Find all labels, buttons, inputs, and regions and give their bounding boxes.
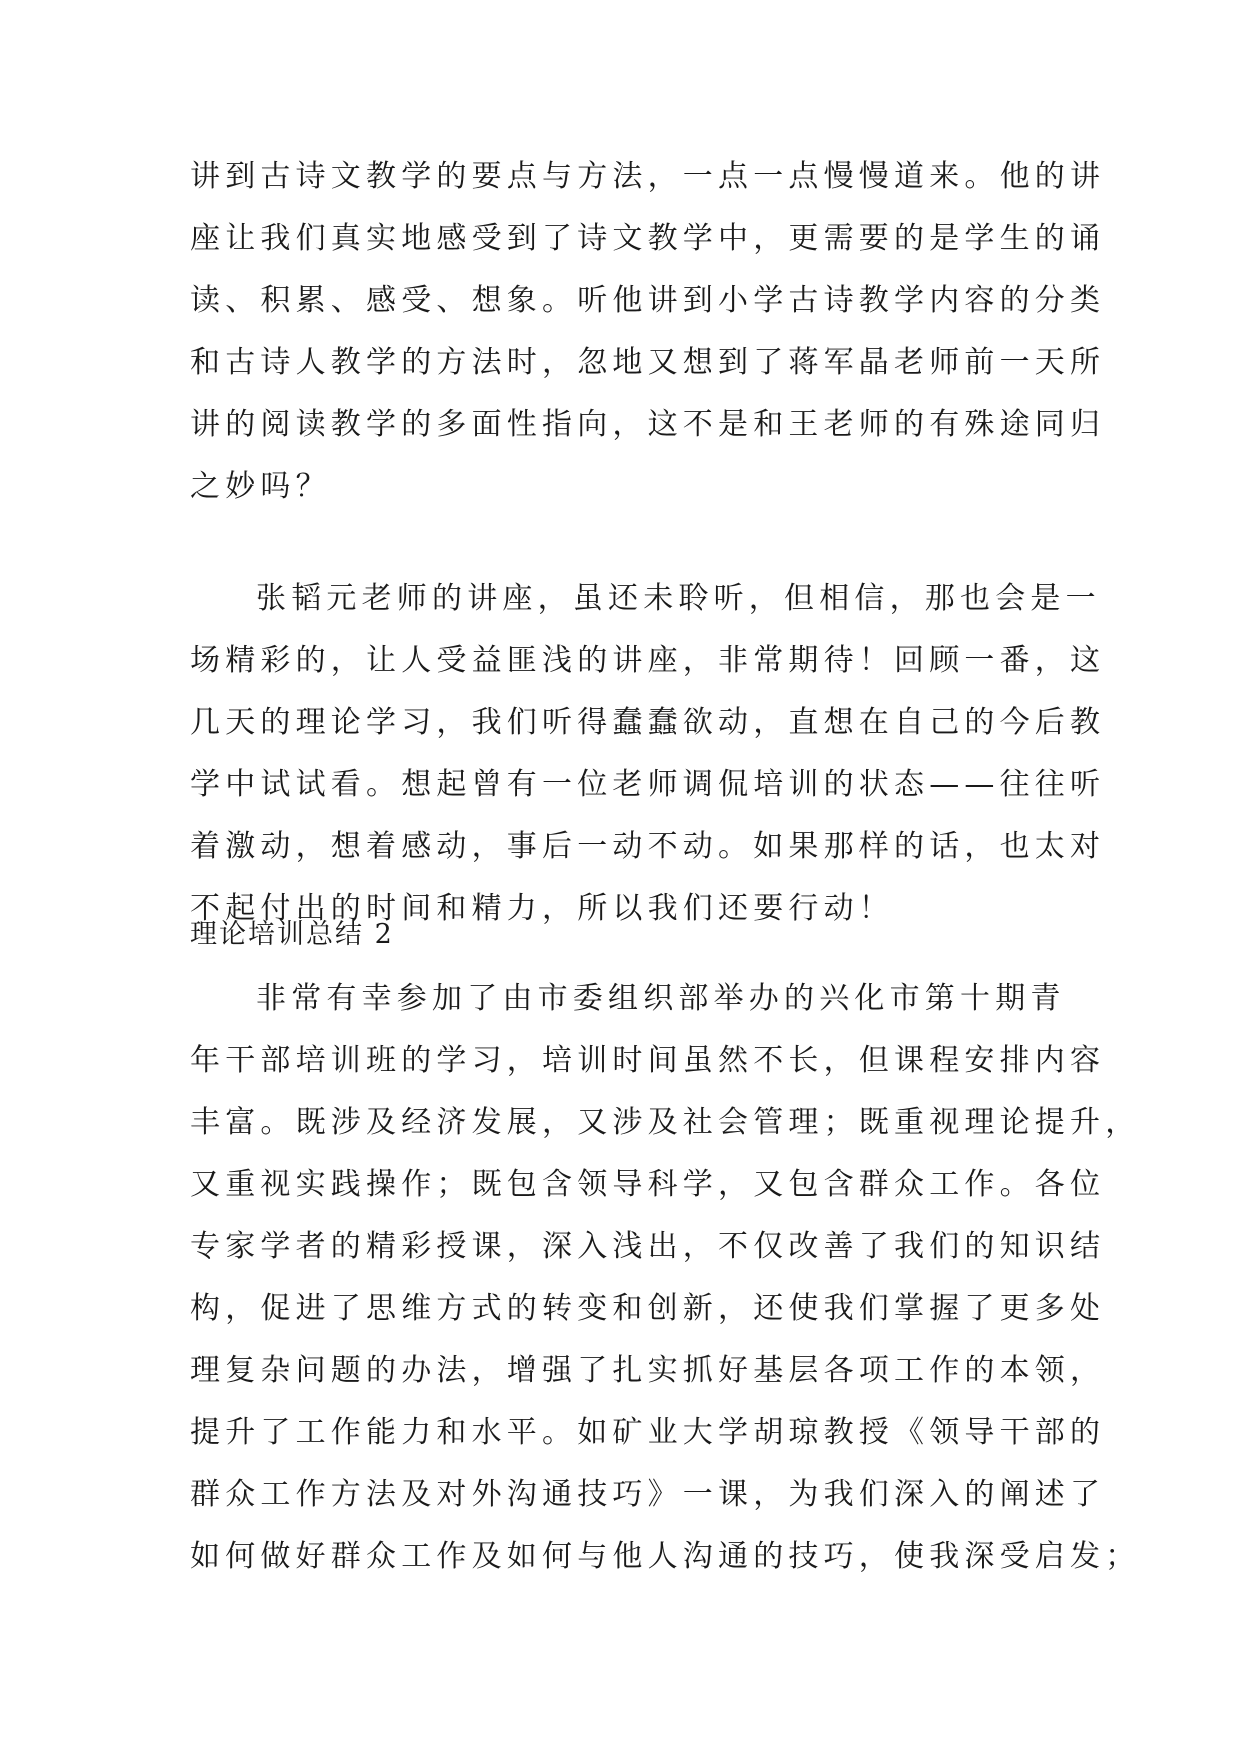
text-line: 着激动，想着感动，事后一动不动。如果那样的话，也太对 [190, 829, 1106, 864]
text-line: 学中试试看。想起曾有一位老师调侃培训的状态——往往听 [190, 767, 1106, 802]
paragraph-training-summary [190, 968, 1141, 1588]
text-line: 丰富。既涉及经济发展，又涉及社会管理；既重视理论提升， [190, 1105, 1141, 1140]
text-line: 年干部培训班的学习，培训时间虽然不长，但课程安排内容 [190, 1043, 1106, 1078]
text-line: 张韬元老师的讲座，虽还未聆听，但相信，那也会是一 [256, 581, 1101, 616]
text-line: 几天的理论学习，我们听得蠢蠢欲动，直想在自己的今后教 [190, 705, 1106, 740]
paragraph-lecture-summary [190, 146, 1106, 518]
text-line: 和古诗人教学的方法时，忽地又想到了蒋军晶老师前一天所 [190, 345, 1106, 380]
text-line: 如何做好群众工作及如何与他人沟通的技巧，使我深受启发； [190, 1539, 1141, 1574]
text-line: 提升了工作能力和水平。如矿业大学胡琼教授《领导干部的 [190, 1415, 1106, 1450]
text-line: 非常有幸参加了由市委组织部举办的兴化市第十期青 [256, 981, 1066, 1016]
text-line: 理复杂问题的办法，增强了扎实抓好基层各项工作的本领， [190, 1353, 1106, 1388]
text-line: 读、积累、感受、想象。听他讲到小学古诗教学内容的分类 [190, 283, 1106, 318]
paragraph-reflection [190, 568, 1106, 940]
text-line: 场精彩的，让人受益匪浅的讲座，非常期待！回顾一番，这 [190, 643, 1106, 678]
text-line: 座让我们真实地感受到了诗文教学中，更需要的是学生的诵 [190, 221, 1106, 256]
text-line: 专家学者的精彩授课，深入浅出，不仅改善了我们的知识结 [190, 1229, 1106, 1264]
text-line: 群众工作方法及对外沟通技巧》一课，为我们深入的阐述了 [190, 1477, 1106, 1512]
text-line: 不起付出的时间和精力，所以我们还要行动！ [190, 891, 894, 926]
text-line: 之妙吗？ [190, 469, 331, 504]
section-heading: 理论培训总结 2 [190, 919, 394, 950]
text-line: 构，促进了思维方式的转变和创新，还使我们掌握了更多处 [190, 1291, 1106, 1326]
text-line: 又重视实践操作；既包含领导科学，又包含群众工作。各位 [190, 1167, 1106, 1202]
text-line: 讲的阅读教学的多面性指向，这不是和王老师的有殊途同归 [190, 407, 1106, 442]
text-line: 讲到古诗文教学的要点与方法，一点一点慢慢道来。他的讲 [190, 159, 1106, 194]
